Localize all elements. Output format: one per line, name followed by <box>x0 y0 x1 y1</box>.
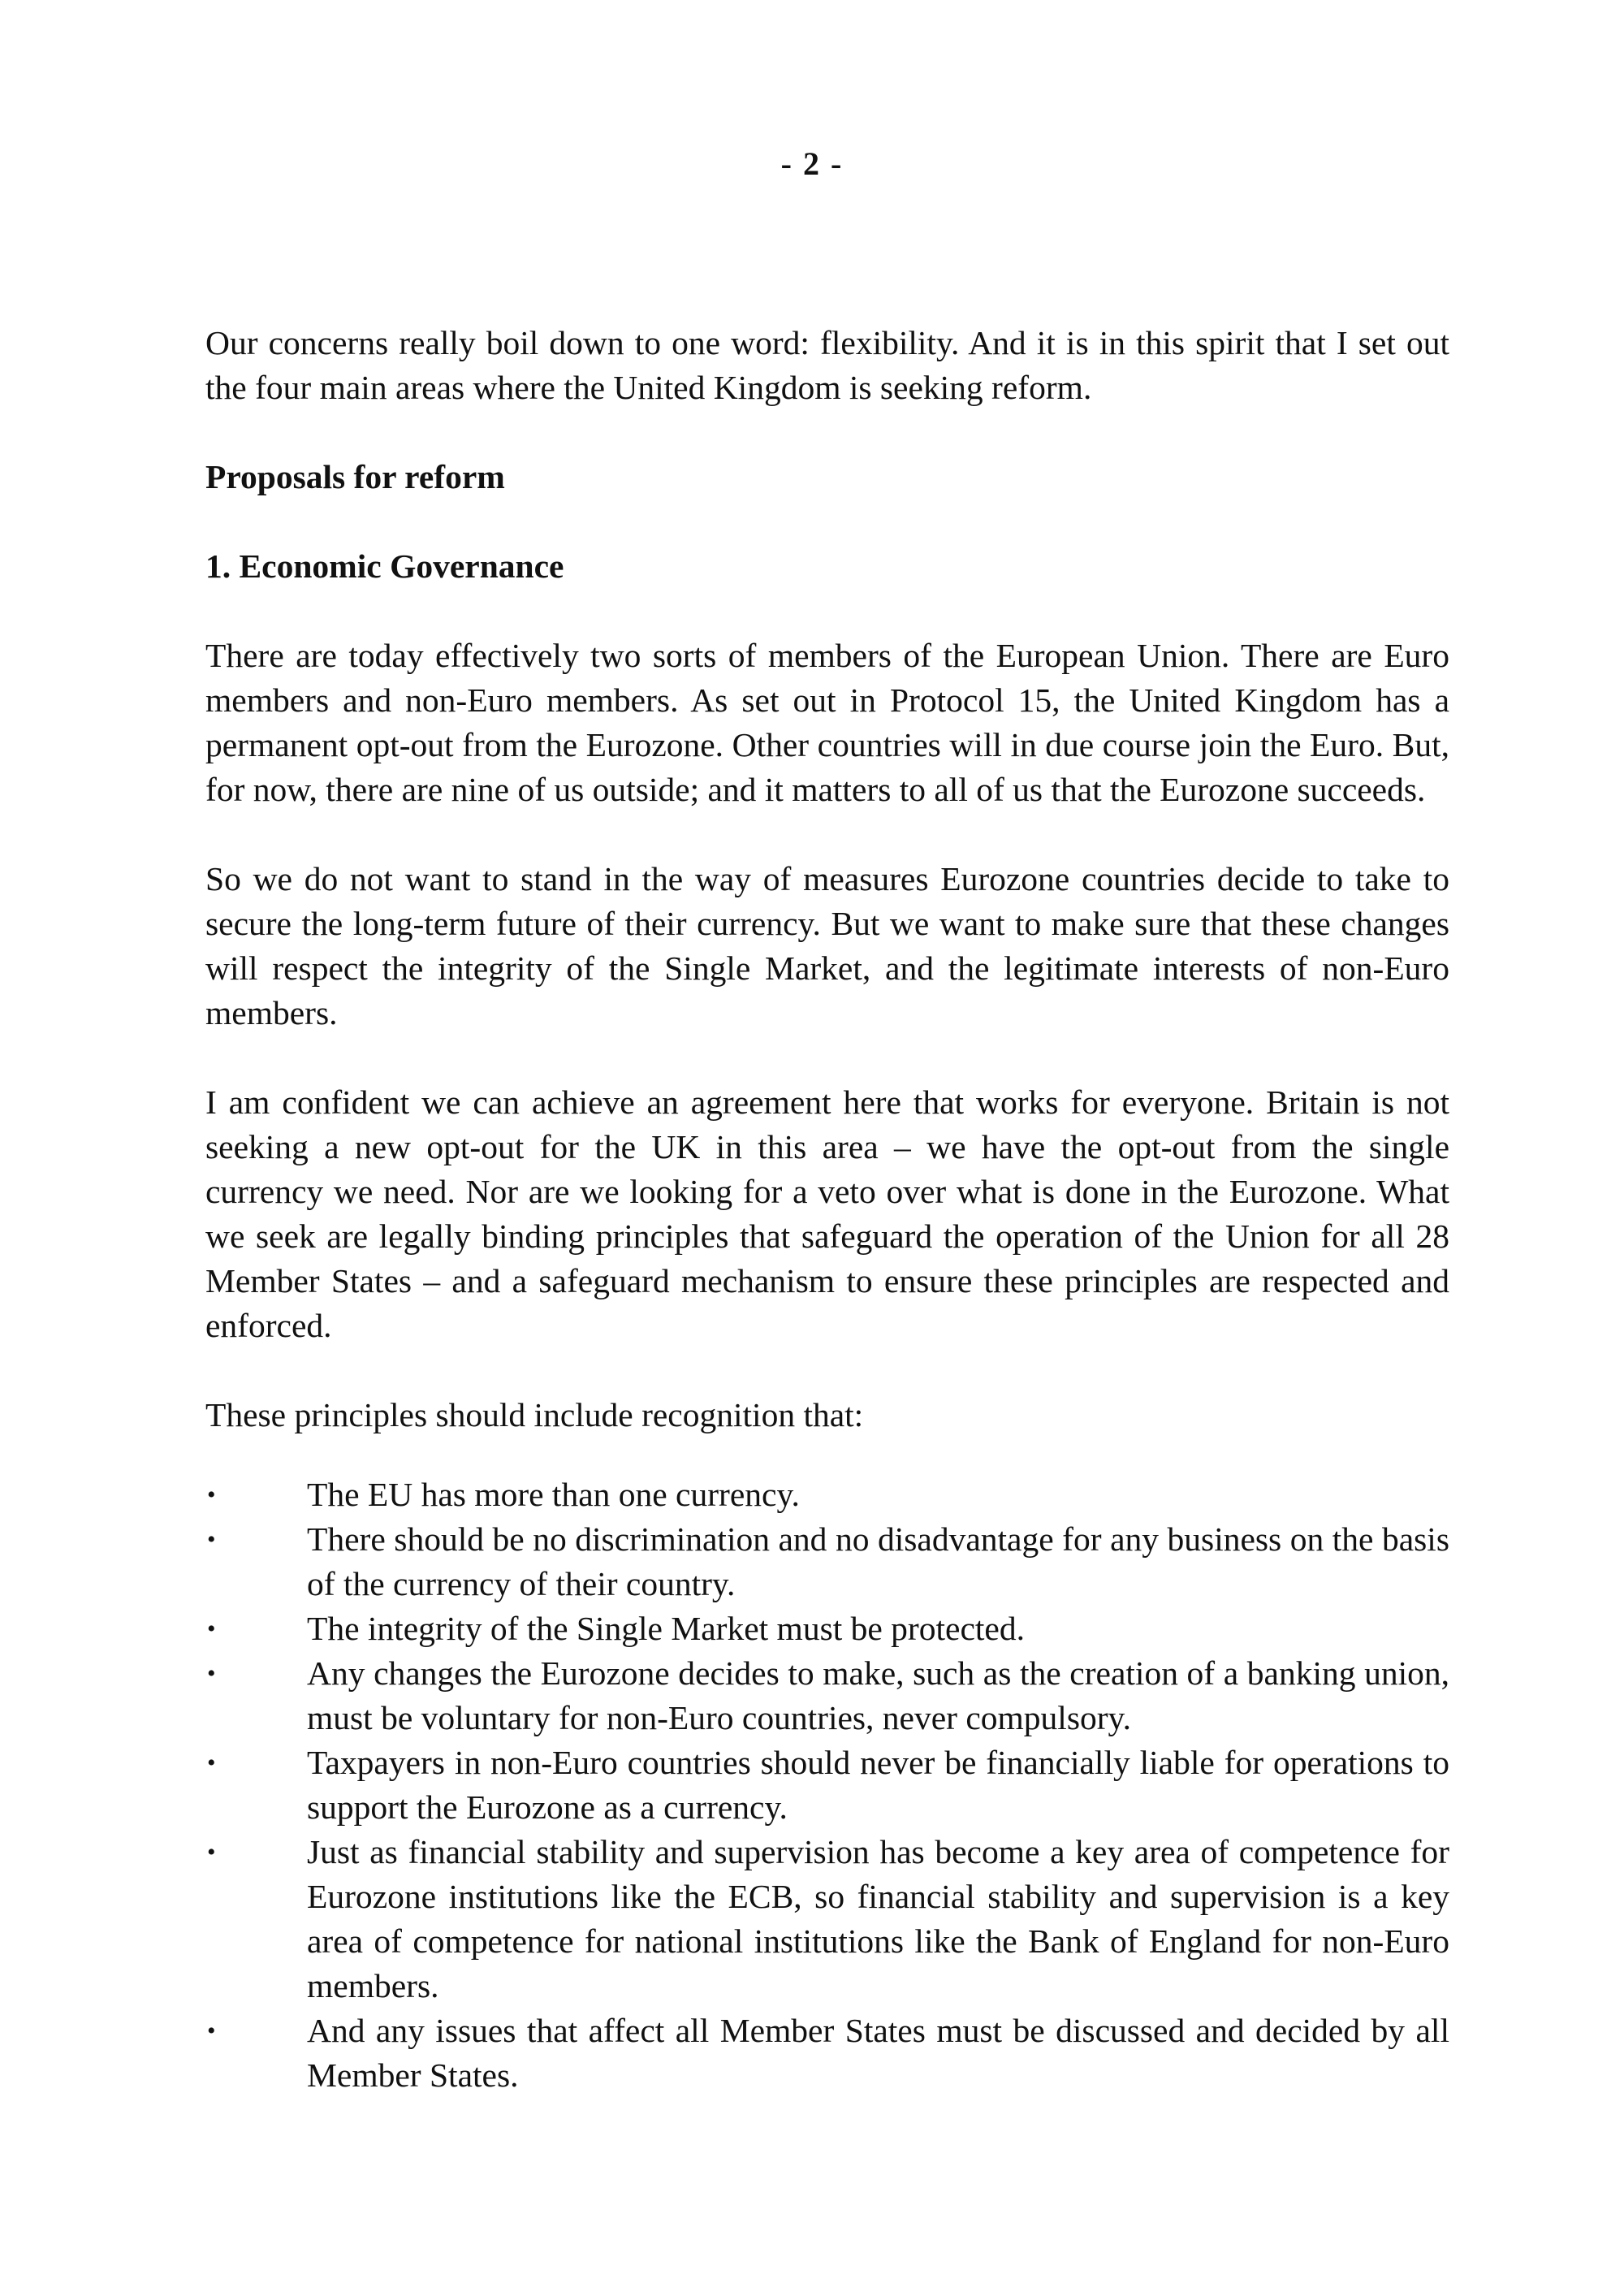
bullet-icon: • <box>207 1615 216 1642</box>
bullet-icon: • <box>207 1526 216 1553</box>
bullet-icon: • <box>207 1660 216 1687</box>
list-item <box>205 1830 1449 2008</box>
principles-intro: These principles should include recognition that: <box>205 1396 864 1433</box>
proposals-heading: Proposals for reform <box>205 458 505 495</box>
list-item-text: And any issues that affect all Member States must be discussed and decided by all Member States. <box>307 2012 1449 2094</box>
list-item <box>205 1517 1449 1606</box>
list-item-text: There should be no discrimination and no disadvantage for any business on the basis of the currency of their country. <box>307 1520 1449 1602</box>
bullet-icon: • <box>207 1749 216 1776</box>
paragraph-eurozone-measures: So we do not want to stand in the way of measures Eurozone countries decide to take to secure the long-term future of their currency. But we want to make sure that these changes will respect the integrity of the Single Market, and the legitimate interests of non-Euro members. <box>205 860 1449 1031</box>
principles-list <box>205 1472 1449 2098</box>
list-item-text: Taxpayers in non-Euro countries should never be financially liable for operations to support the Eurozone as a currency. <box>307 1744 1449 1826</box>
list-item <box>205 2008 1449 2098</box>
document-body <box>205 321 1449 2098</box>
intro-paragraph: Our concerns really boil down to one word: flexibility. And it is in this spirit that I set out the four main areas where the United Kingdom is seeking reform. <box>205 324 1449 406</box>
page-number: - 2 - <box>780 145 844 182</box>
list-item-text: Any changes the Eurozone decides to make, such as the creation of a banking union, must be voluntary for non-Euro countries, never compulsory. <box>307 1654 1449 1736</box>
bullet-icon: • <box>207 1481 216 1508</box>
list-item <box>205 1606 1449 1651</box>
bullet-icon: • <box>207 2017 216 2044</box>
paragraph-agreement: I am confident we can achieve an agreement here that works for everyone. Britain is not seeking a new opt-out for the UK in this area – we have the opt-out from the single currency we need. Nor are we looking for a veto over what is done in the Eurozone. What we seek are legally binding principles that safeguard the operation of the Union for all 28 Member States – and a safeguard mechanism to ensure these principles are respected and enforced. <box>205 1083 1449 1344</box>
list-item <box>205 1472 1449 1517</box>
list-item-text: Just as financial stability and supervision has become a key area of competence for Eurozone institutions like the ECB, so financial stability and supervision is a key area of competence for national institutions like the Bank of England for non-Euro members. <box>307 1833 1449 2004</box>
bullet-icon: • <box>207 1839 216 1866</box>
list-item <box>205 1740 1449 1830</box>
list-item <box>205 1651 1449 1740</box>
list-item-text: The integrity of the Single Market must be protected. <box>307 1610 1025 1647</box>
paragraph-two-sorts-of-members: There are today effectively two sorts of members of the European Union. There are Euro members and non-Euro members. As set out in Protocol 15, the United Kingdom has a permanent opt-out from the Eurozone. Other countries will in due course join the Euro. But, for now, there are nine of us outside; and it matters to all of us that the Eurozone succeeds. <box>205 637 1449 808</box>
list-item-text: The EU has more than one currency. <box>307 1476 800 1513</box>
economic-governance-heading: 1. Economic Governance <box>205 547 564 585</box>
